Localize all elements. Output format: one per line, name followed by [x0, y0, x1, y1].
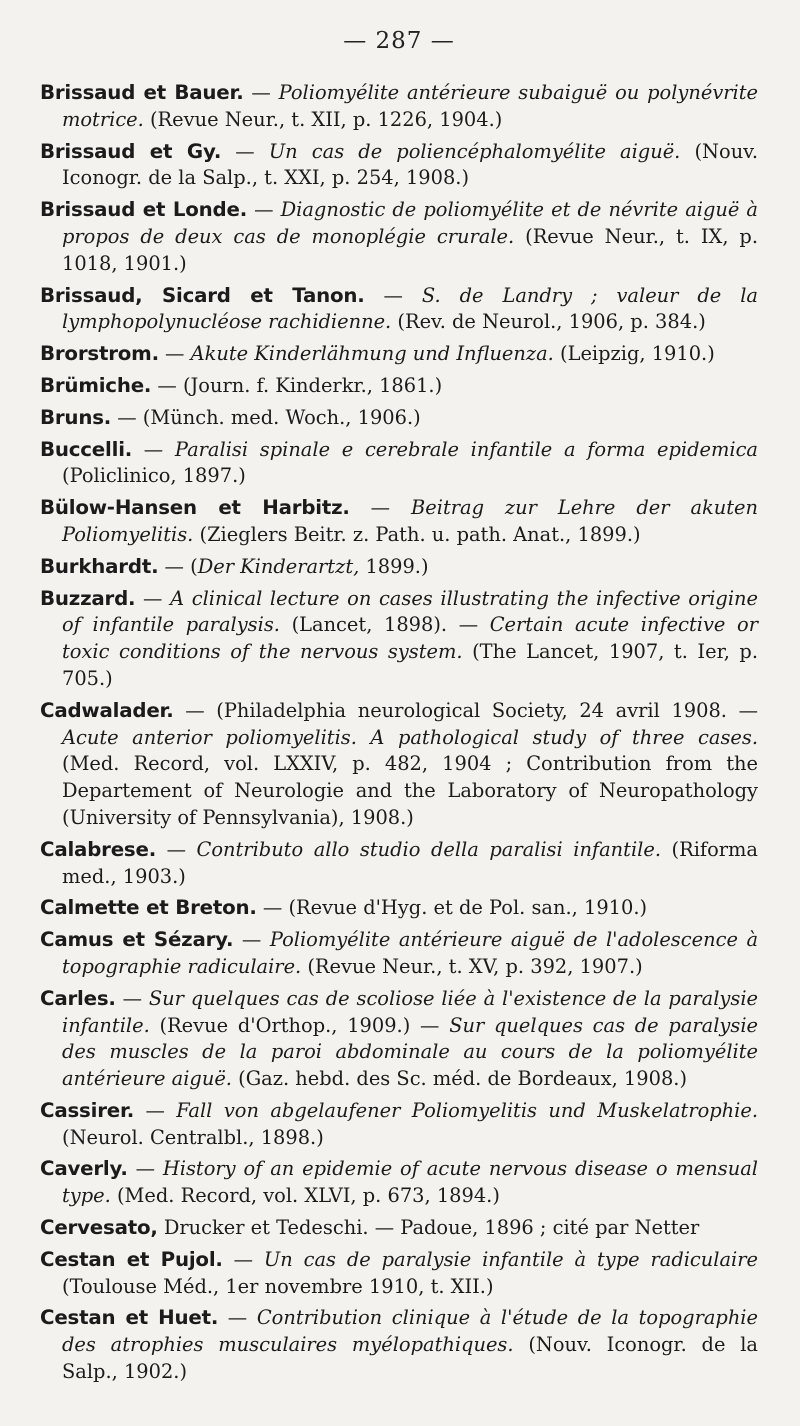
entry-reference: —	[134, 1098, 177, 1122]
entry-author: Brissaud et Bauer.	[40, 81, 244, 104]
entry-reference: (Riforma med., 1903.)	[62, 837, 758, 888]
entry-author: Brissaud et Gy.	[40, 139, 222, 163]
bibliography-entry	[40, 698, 758, 832]
bibliography-entry	[40, 197, 758, 277]
entry-author: Bülow-Hansen et Harbitz.	[40, 496, 350, 520]
bibliography-entry	[40, 1247, 758, 1301]
entry-author: Cadwalader.	[40, 698, 174, 722]
entry-author: Calabrese.	[40, 837, 157, 861]
entry-reference: —	[115, 986, 149, 1010]
entry-reference: (Policlinico, 1897.)	[62, 464, 246, 488]
entry-reference: — (Revue d'Hyg. et de Pol. san., 1910.)	[256, 896, 648, 920]
entry-reference: —	[135, 586, 171, 610]
entry-reference: (Nouv. Iconogr. de la Salp., 1902.)	[62, 1333, 758, 1384]
entry-reference: — (Philadelphia neurological Society, 24 avril 1908. —	[173, 698, 758, 722]
entry-title: Diagnostic de poliomyélite et de névrite aiguë à propos de deux cas de monoplégie crurale.	[62, 198, 758, 248]
entry-title: Acute anterior poliomyelitis. A pathological study of three cases.	[62, 725, 758, 749]
entry-reference: (Toulouse Méd., 1er novembre 1910, t. XII.)	[62, 1274, 494, 1298]
entry-title: Sur quelques cas de scoliose liée à l'existence de la paralysie infantile.	[62, 986, 759, 1037]
entry-author: Calmette et Breton.	[40, 896, 257, 920]
entry-title: Un cas de paralysie infantile à type radiculaire	[263, 1247, 758, 1271]
entry-reference: (The Lancet, 1907, t. Ier, p. 705.)	[62, 640, 758, 690]
bibliography-entry	[40, 895, 758, 922]
entry-reference: (Med. Record, vol. LXXIV, p. 482, 1904 ; Contribution from the Departement of Neurologie and the Laboratory of Neuropathology (University of Pennsylvania), 1908.)	[62, 752, 758, 829]
page-number: — 287 —	[343, 28, 455, 54]
entry-reference: (Revue Neur., t. XII, p. 1226, 1904.)	[143, 107, 503, 131]
entry-reference: —	[243, 81, 279, 104]
bibliography-entry	[40, 1305, 758, 1385]
bibliography-entry	[40, 837, 758, 891]
entry-author: Cervesato,	[40, 1216, 158, 1240]
entry-reference: (Revue d'Orthop., 1909.) —	[149, 1013, 450, 1037]
entry-reference: —	[222, 1247, 264, 1271]
entry-author: Bruns.	[40, 405, 112, 429]
entry-author: Brissaud et Londe.	[40, 198, 248, 222]
entry-title: Akute Kinderlähmung und Influenza.	[190, 342, 554, 366]
bibliography-entry	[40, 1098, 758, 1152]
entry-reference: (Nouv. Iconogr. de la Salp., t. XXI, p. 254, 1908.)	[62, 139, 758, 190]
entry-reference: — (Journ. f. Kinderkr., 1861.)	[151, 373, 443, 397]
entry-reference: —	[158, 342, 191, 366]
entry-reference: —	[218, 1306, 257, 1330]
entry-reference: (Zieglers Beitr. z. Path. u. path. Anat., 1899.)	[193, 522, 641, 546]
bibliography-entry	[40, 495, 758, 549]
entry-reference: (Med. Record, vol. XLVI, p. 673, 1894.)	[110, 1184, 500, 1208]
bibliography-entry	[40, 554, 758, 581]
entry-title: A clinical lecture on cases illustrating the infective origine of infantile paralysis.	[62, 586, 759, 637]
bibliography-entry	[40, 927, 758, 981]
entry-author: Buzzard.	[40, 586, 136, 610]
entry-author: Brorstrom.	[40, 342, 159, 366]
entry-author: Cestan et Huet.	[40, 1306, 219, 1330]
entry-title: Beitrag zur Lehre der akuten Poliomyelitis.	[62, 496, 758, 546]
entry-reference: Drucker et Tedeschi. — Padoue, 1896 ; cité par Netter	[157, 1216, 700, 1240]
entry-reference: — (	[158, 554, 198, 578]
entry-reference: —	[132, 437, 175, 461]
bibliography-entry	[40, 80, 758, 134]
entry-author: Brümiche.	[40, 373, 152, 397]
entry-reference: (Lancet, 1898). —	[279, 613, 490, 637]
entry-reference: (Revue Neur., t. XV, p. 392, 1907.)	[301, 954, 643, 978]
entry-reference: —	[127, 1157, 163, 1181]
entry-author: Brissaud, Sicard et Tanon.	[40, 283, 365, 307]
entry-reference: —	[247, 198, 281, 222]
bibliography-entry	[40, 373, 758, 400]
entry-reference: (Leipzig, 1910.)	[553, 342, 715, 366]
entry-reference: 1899.)	[359, 554, 429, 578]
bibliography-entry	[40, 341, 758, 368]
bibliography-entry	[40, 437, 758, 491]
entry-title: Contributo allo studio della paralisi infantile.	[196, 837, 661, 861]
bibliography-entry	[40, 1156, 758, 1210]
entry-title: Sur quelques cas de paralysie des muscles de la paroi abdominale au cours de la poliomyélite antérieure aiguë.	[62, 1013, 759, 1091]
entry-title: Poliomyélite antérieure aiguë de l'adolescence à topographie radiculaire.	[62, 928, 759, 978]
entry-author: Buccelli.	[40, 437, 133, 461]
entry-title: Contribution clinique à l'étude de la topographie des atrophies musculaires myélopathiques.	[62, 1306, 758, 1357]
entry-reference: —	[221, 139, 269, 163]
entry-title: Un cas de poliencéphalomyélite aiguë.	[268, 139, 681, 163]
bibliography-entry	[40, 405, 758, 432]
entry-author: Caverly.	[40, 1157, 128, 1181]
entry-reference: (Revue Neur., t. IX, p. 1018, 1901.)	[62, 224, 758, 275]
entry-title: Certain acute infective or toxic conditions of the nervous system.	[62, 613, 758, 664]
entry-author: Burkhardt.	[40, 554, 159, 578]
bibliography-entry	[40, 986, 758, 1093]
bibliography-entry	[40, 586, 758, 693]
entry-author: Cassirer.	[40, 1098, 135, 1122]
entry-reference: (Gaz. hebd. des Sc. méd. de Bordeaux, 1908.)	[231, 1067, 688, 1091]
entry-title: Paralisi spinale e cerebrale infantile a forma epidemica	[174, 437, 758, 461]
bibliography-entry	[40, 1215, 758, 1242]
bibliography-entry	[40, 139, 758, 193]
entry-title: Fall von abgelaufener Poliomyelitis und Muskelatrophie.	[176, 1098, 759, 1122]
entry-title: Poliomyélite antérieure subaiguë ou polynévrite motrice.	[62, 81, 759, 131]
entry-reference: —	[156, 837, 197, 861]
entry-reference: (Rev. de Neurol., 1906, p. 384.)	[391, 310, 706, 334]
entry-reference: —	[233, 928, 270, 952]
entry-reference: —	[349, 496, 412, 520]
entry-reference: — (Münch. med. Woch., 1906.)	[111, 405, 421, 429]
bibliography-list	[40, 80, 758, 1386]
entry-author: Camus et Sézary.	[40, 928, 234, 952]
bibliography-entry	[40, 283, 758, 337]
entry-title: S. de Landry ; valeur de la lymphopolynucléose rachidienne.	[62, 283, 758, 334]
entry-reference: (Neurol. Centralbl., 1898.)	[62, 1125, 324, 1149]
entry-author: Cestan et Pujol.	[40, 1247, 223, 1271]
entry-author: Carles.	[40, 986, 116, 1010]
entry-title: Der Kinderartzt,	[197, 554, 360, 578]
entry-title: History of an epidemie of acute nervous disease o mensual type.	[62, 1157, 759, 1208]
entry-reference: —	[364, 283, 422, 307]
